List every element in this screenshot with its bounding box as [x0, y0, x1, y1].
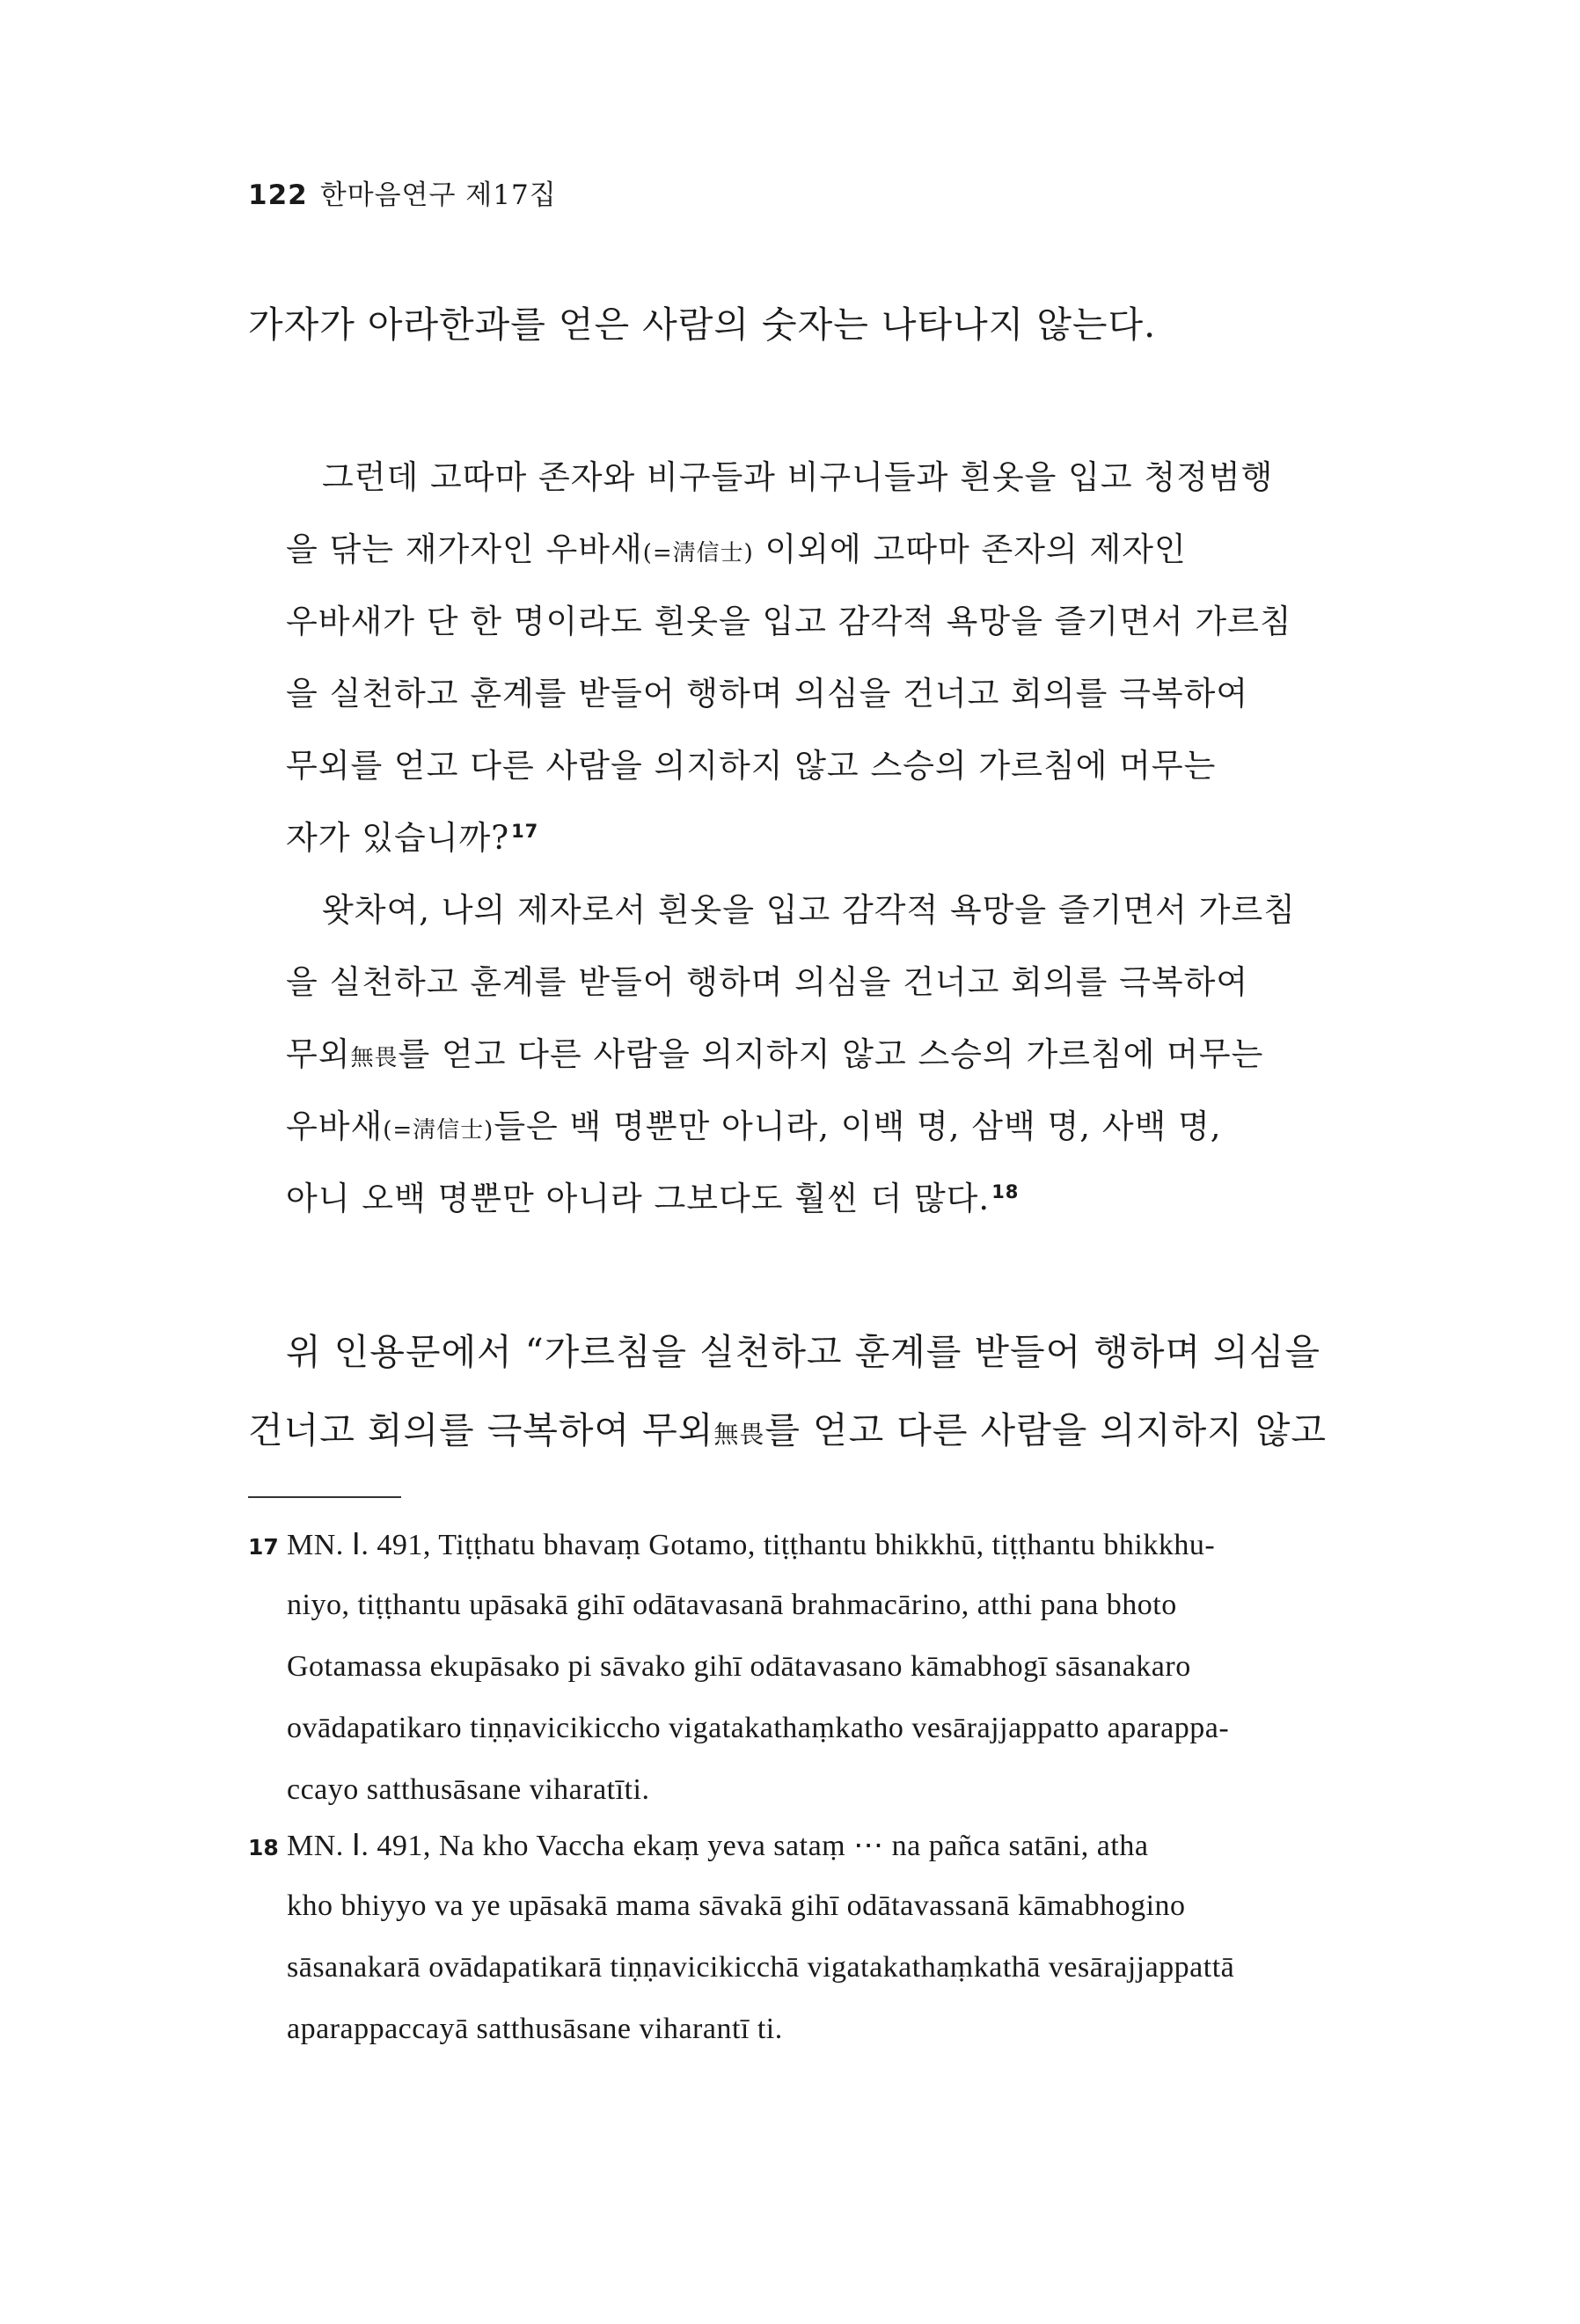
quote-line: 왓차여, 나의 제자로서 흰옷을 입고 감각적 욕망을 즐기면서 가르침 — [322, 891, 1296, 929]
footnote-separator — [248, 1496, 401, 1498]
quote-line: 우바새가 단 한 명이라도 흰옷을 입고 감각적 욕망을 즐기면서 가르침 — [286, 603, 1292, 640]
footnote-line: ovādapatikaro tiṇṇavicikiccho vigatakathaṃkatho vesārajjappatto aparappa- — [287, 1712, 1230, 1744]
footnote-line: sāsanakarā ovādapatikarā tiṇṇavicikicchā vigatakathaṃkathā vesārajjappattā — [287, 1951, 1235, 1984]
footnote-number: 18 — [248, 1835, 279, 1860]
quote-line: 우바새(=淸信士)들은 백 명뿐만 아니라, 이백 명, 삼백 명, 사백 명, — [286, 1107, 1222, 1145]
quote-line: 을 실천하고 훈계를 받들어 행하며 의심을 건너고 회의를 극복하여 — [286, 963, 1249, 1001]
footnote-line: niyo, tiṭṭhantu upāsakā gihī odātavasanā brahmacārino, atthi pana bhoto — [287, 1589, 1177, 1621]
footnote-ref-18: 18 — [991, 1180, 1020, 1202]
quote-line: 그런데 고따마 존자와 비구들과 비구니들과 흰옷을 입고 청정범행 — [322, 458, 1274, 496]
footnote-line: Gotamassa ekupāsako pi sāvako gihī odātavasano kāmabhogī sāsanakaro — [287, 1650, 1191, 1683]
footnote-line: aparappaccayā satthusāsane viharantī ti. — [287, 2013, 783, 2045]
footnote-ref-17: 17 — [511, 820, 539, 842]
footnote-line: MN. Ⅰ. 491, Tiṭṭhatu bhavaṃ Gotamo, tiṭṭhantu bhikkhū, tiṭṭhantu bhikkhu- — [287, 1529, 1216, 1561]
body-line: 위 인용문에서 “가르침을 실천하고 훈계를 받들어 행하며 의심을 — [286, 1331, 1320, 1373]
footnote-line: ccayo satthusāsane viharatīti. — [287, 1773, 650, 1806]
running-header — [248, 172, 557, 212]
quote-line: 아니 오백 명뿐만 아니라 그보다도 훨씬 더 많다.$^{18}$ — [286, 1180, 1020, 1217]
quote-line: 자가 있습니까?$^{17}$ — [286, 819, 539, 857]
quote-line: 을 실천하고 훈계를 받들어 행하며 의심을 건너고 회의를 극복하여 — [286, 675, 1249, 713]
body-line: 건너고 회의를 극복하여 무외無畏를 얻고 다른 사람을 의지하지 않고 — [248, 1409, 1328, 1451]
quote-line: 무외無畏를 얻고 다른 사람을 의지하지 않고 스승의 가르침에 머무는 — [286, 1035, 1264, 1073]
journal-title: 한마음연구 제17집 — [319, 179, 557, 211]
footnote-number: 17 — [248, 1534, 279, 1560]
footnote-line: MN. Ⅰ. 491, Na kho Vaccha ekaṃ yeva sataṃ ⋯ na pañca satāni, atha — [287, 1830, 1149, 1862]
quote-line: 무외를 얻고 다른 사람을 의지하지 않고 스승의 가르침에 머무는 — [286, 747, 1217, 785]
footnote-line: kho bhiyyo va ye upāsakā mama sāvakā gihī odātavassanā kāmabhogino — [287, 1889, 1186, 1922]
page-number: 122 — [248, 179, 308, 211]
quote-line: 을 닦는 재가자인 우바새(=淸信士) 이외에 고따마 존자의 제자인 — [286, 530, 1187, 568]
body-paragraph-top: 가자가 아라한과를 얻은 사람의 숫자는 나타나지 않는다. — [248, 303, 1157, 346]
